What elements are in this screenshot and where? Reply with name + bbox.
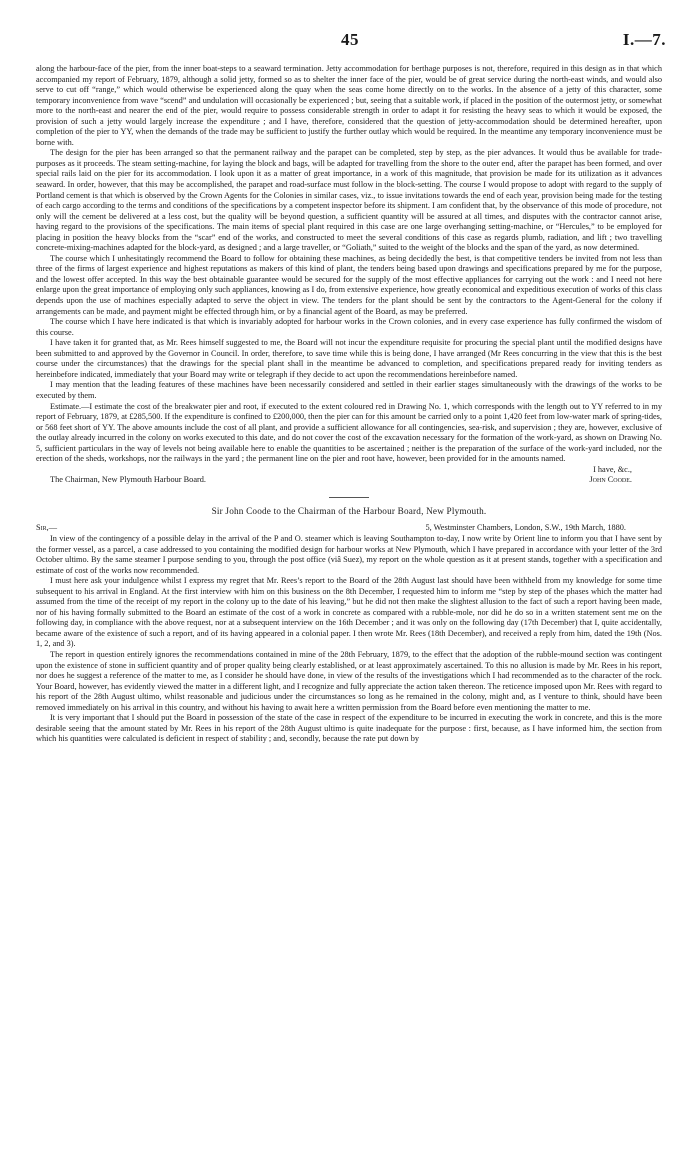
paragraph: along the harbour-face of the pier, from the inner boat-steps to a seaward termination. Jetty accommodation for berthage purposes is not, therefore, required in this design as in that which accompanied my report of February, 1879, although a solid jetty, formed so as to shelter the inner face of the pier, would be of great service during the north-east winds, and would also serve to cut off “range,” which would otherwise be experienced along the quay when the seas come home directly on to the works. In the absence of a jetty of this character, some temporary inconvenience from wave “scend” and undulation will occasionally be experienced ; but, seeing that a suitable work, if placed in the position of the outermost jetty, or somewhat more to the north-east and nearer the end of the pier, would require to possess considerable strength in order to adapt it for resisting the heavy seas to which it would be exposed, the provision of such a jetty would largely increase the expenditure ; and I have, therefore, considered that the question of jetty-accommodation should be determined hereafter, upon completion of the pier to YY, when the demands of the trade may be sufficient to justify the further outlay which would be required. In the meantime any temporary inconvenience must be borne with. (36, 64, 662, 147)
paragraph: The course which I unhesitatingly recommend the Board to follow for obtaining these machines, as being decidedly the best, is that competitive tenders be invited from not less than three of the firms of largest experience and highest reputations as makers of this kind of plant, the tenders being based upon drawings and specifications prepared by me for the purpose, and the lowest offer accepted. In this way the best obtainable guarantee would be secured for the supply of the most effective appliances for carrying out the work : and I need not here enlarge upon the great importance of employing only such appliances, knowing as I do, from extensive experience, how greatly economical and expeditious execution of works of this class depends upon the use of machines especially adapted to serve the object in view. The tenders for the plant should be sent by the contractors to the Agent-General for the colony if arrangements can be made, and payment might be effected through him, or by a financial agent of the Board, as may be preferred. (36, 253, 662, 316)
document-body (36, 64, 662, 745)
addressee: The Chairman, New Plymouth Harbour Board. (50, 475, 206, 485)
page-header (34, 30, 666, 52)
document-reference: I.—7. (622, 30, 666, 49)
page-number: 45 (341, 30, 359, 49)
paragraph: The design for the pier has been arranged so that the permanent railway and the parapet can be completed, step by step, as the pier advances. It would thus be available for trade-purposes as it proceeds. The steam setting-machine, for laying the block and bags, will be adapted for travelling from the shore to the outer end, after the parapet has been formed, and over special rails laid on the pier for its accommodation. I look upon it as a matter of great importance, in a work of this magnitude, that provision be made for its utilization as it advances seaward. In order, however, that this may be accomplished, the parapet and road-surface must follow in the block-setting. The course I would propose to adopt with regard to the supply of Portland cement is that which is observed by the Crown Agents for the Colonies in similar cases, viz., to issue invitations towards the end of each year, provision being made for the testing of each cargo according to the terms and conditions of the specifications by a competent inspector before its shipment. I am confident that, by the observance of this mode of procedure, not only will the cement be delivered at a less cost, but the quality will be beyond question, a sufficient quantity will be assured at all times, and disputes with the contractor cannot arise, having regard to the provisions of the specifications. The main items of special plant required in this case are one large overhanging setting-machine, or “Hercules,” to be employed for placing in position the heavy blocks from the “scar” end of the works, and constructed to meet the several conditions of this case as regards plumb, radiation, and lift ; two travelling concrete-mixing-machines adapted for the block-yard, as designed ; and a large traveller, or “Goliath,” suited to the weight of the blocks and the span of the yard, as now determined. (36, 148, 662, 253)
closing-salutation-row (36, 465, 662, 476)
letter-address-row (36, 523, 662, 534)
estimate-paragraph: Estimate.—I estimate the cost of the breakwater pier and root, if executed to the extent coloured red in Drawing No. 1, which corresponds with the length out to YY referred to in my report of February, 1879, at £285,500. If the expenditure is confined to £200,000, then the pier can for this amount be carried only to a point 1,420 feet from low-water mark of spring-tides, or 568 feet short of YY. The above amounts include the cost of all plant, and provide a sufficient allowance for all contingencies, sea-risk, and supervision ; they are, however, exclusive of the outlay already incurred in the colony on works executed to this date, and do not cover the cost of the excavation necessary for the formation of the work-yard, as shown on Drawing No. 5, sufficient particulars in the way of levels not being available here to enable the quantities to be ascertained ; neither is the preparation of the surface of the work-yard included, nor the erection of the sheds, workshops, nor the railways in the yard ; the permanent line on the pier and root have, however, been provided for in the amounts named. (36, 401, 662, 464)
paragraph: The course which I have here indicated is that which is invariably adopted for harbour works in the Crown colonies, and in every case experience has fully confirmed the wisdom of this course. (36, 317, 662, 337)
closing-salutation: I have, &c., (593, 464, 632, 474)
closing-signature-row (36, 475, 662, 486)
letter-address: 5, Westminster Chambers, London, S.W., 19th March, 1880. (425, 523, 626, 533)
signature: John Coode. (589, 475, 632, 485)
section-divider (329, 497, 369, 498)
paragraph: In view of the contingency of a possible delay in the arrival of the P and O. steamer which is leaving Southampton to-day, I now write by Orient line to inform you that I have sent by the former vessel, as a parcel, a case addressed to you containing the modified design for harbour works at New Plymouth, which I have prepared in accordance with your letter of the 3rd October ultimo. By the same steamer I purpose sending to you, through the post office (viâ Suez), my report on the whole question as it at present stands, together with a specification and estimate of cost of the works now recommended. (36, 533, 662, 575)
letter-greeting: Sir,— (36, 523, 57, 533)
paragraph: I may mention that the leading features of these machines have been necessarily considered and settled in their earlier stages simultaneously with the drawings of the works to be executed by them. (36, 380, 662, 400)
letter-title: Sir John Coode to the Chairman of the Harbour Board, New Plymouth. (211, 505, 487, 516)
paragraph: I must here ask your indulgence whilst I express my regret that Mr. Rees’s report to the Board of the 28th August last should have been withheld from my knowledge for some time subsequent to his arrival in England. At the first interview with him on this business on the 8th December, I requested him to inform me “step by step of the phases which the matter had assumed from the time of the receipt of my report in the colony up to the date of his leaving,” but he did not then make the slightest allusion to the fact of such a report having been made, nor of his having formally submitted to the Board an estimate of the cost of a work in concrete as compared with a rubble-mole, nor did he do so in a written statement sent me on the following day, in compliance with the above request, nor at a subsequent interview on the 16th December ; and it was only on the following day (17th December) that I, quite accidentally, became aware of the existence of such a report, and of its having appeared in a colonial paper. I then wrote Mr. Rees (18th December), and received a reply from him, dated the 19th (Nos. 1, 2, and 3). (36, 576, 662, 649)
paragraph: It is very important that I should put the Board in possession of the state of the case in respect of the expenditure to be incurred in executing the work in concrete, and this is the more desirable seeing that the amount stated by Mr. Rees in his report of the 28th August ultimo is quite inadequate for the purpose : first, because, as I have informed him, the section from which his quantities were calculated is deficient in respect of stability ; and, secondly, because the rate put down by (36, 713, 662, 744)
paragraph: The report in question entirely ignores the recommendations contained in mine of the 28th February, 1879, to the effect that the adoption of the rubble-mound section was contingent upon the existence of stone in sufficient quantity and of proper quality being clearly established, or at least approximately ascertained. To this no allusion is made by Mr. Rees in his report, nor does he suggest a reference of the matter to me, as I consider he should have done, in view of the results of the investigations which I had recommended as to the character of the rock. Your Board, however, has evidently viewed the matter in a different light, and I recognize and fully appreciate the action taken thereon. The reticence imposed upon Mr. Rees with regard to his report of the 28th August ultimo, whilst reasonable and judicious under the circumstances so long as he remained in the colony, might and, as I venture to think, should have been removed immediately on his arrival in this country, and without his having to await here a written permission from the Board before even mentioning the matter to me. (36, 649, 662, 712)
paragraph: I have taken it for granted that, as Mr. Rees himself suggested to me, the Board will not incur the expenditure requisite for procuring the special plant until the modified designs have been submitted to and approved by the Governor in Council. In order, therefore, to save time while this is being done, I have arranged (Mr Rees concurring in the view that this is the best course under the circumstances) that the drawings for the special plant shall in the meantime be advanced to completion, and specifications prepared ready for inviting tenders as hereinbefore indicated, immediately that your Board may write or telegraph if they decide to act upon the recommendations hereinbefore named. (36, 338, 662, 379)
